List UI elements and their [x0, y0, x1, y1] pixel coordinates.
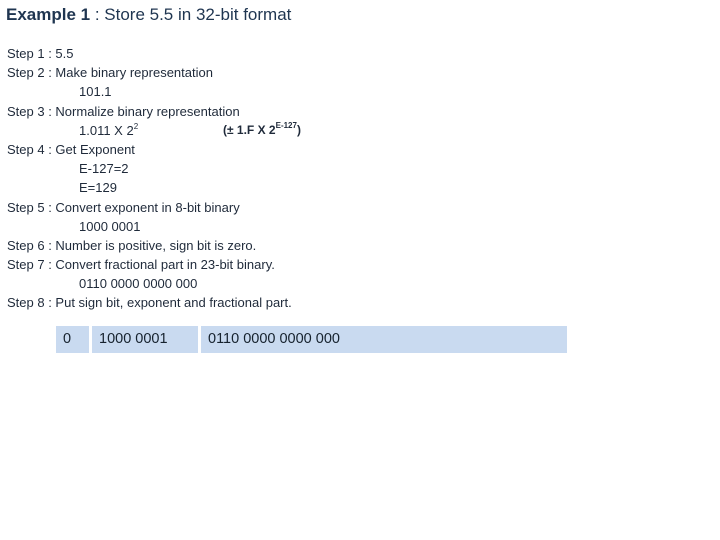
normalized-exponent: 2	[133, 121, 139, 131]
steps-list	[7, 44, 301, 313]
step-7-value: 0110 0000 0000 000	[79, 276, 198, 292]
formula-base: (± 1.F X 2	[223, 122, 276, 137]
title-description: : Store 5.5 in 32-bit format	[90, 5, 292, 24]
step-4: Step 4 : Get Exponent	[7, 141, 135, 157]
step-3: Step 3 : Normalize binary representation	[7, 103, 240, 119]
step-1: Step 1 : 5.5	[7, 46, 74, 61]
step-4-value-1: E-127=2	[79, 161, 129, 177]
step-5: Step 5 : Convert exponent in 8-bit binary	[7, 199, 240, 215]
step-4-value-2: E=129	[79, 180, 117, 196]
step-8: Step 8 : Put sign bit, exponent and fractional part.	[7, 295, 292, 311]
formula-close: )	[296, 122, 301, 137]
step-3-value-line	[7, 120, 301, 140]
step-5-value: 1000 0001	[79, 218, 141, 234]
step-2: Step 2 : Make binary representation	[7, 65, 213, 81]
slide-title	[6, 5, 291, 25]
exponent-cell: 1000 0001	[92, 326, 198, 353]
formula-exponent: E-127	[275, 120, 297, 130]
ieee-formula	[223, 121, 301, 140]
fraction-cell: 0110 0000 0000 000	[201, 326, 567, 353]
step-7: Step 7 : Convert fractional part in 23-bit binary.	[7, 257, 275, 273]
normalized-base: 1.011 X 2	[79, 122, 134, 138]
result-bit-fields	[56, 326, 567, 353]
step-6: Step 6 : Number is positive, sign bit is zero.	[7, 237, 257, 253]
title-example-label: Example 1	[6, 5, 91, 24]
step-2-value: 101.1	[79, 84, 112, 100]
sign-bit-cell: 0	[56, 326, 89, 353]
